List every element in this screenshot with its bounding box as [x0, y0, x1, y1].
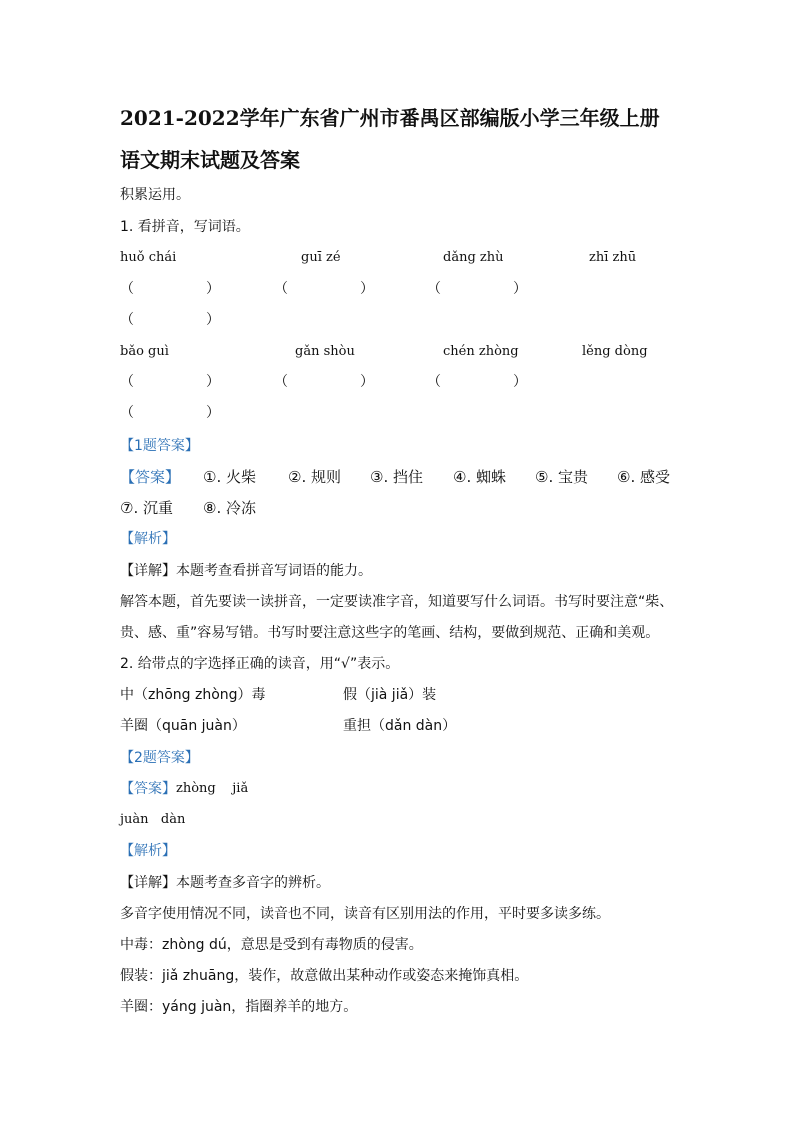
q1-answer-label: 【答案】	[120, 468, 181, 486]
q1-answer-5: ⑤. 宝贵	[535, 468, 588, 486]
q2-analysis-header: 【解析】	[120, 843, 176, 859]
q2-note-3: 羊圈：yáng juàn，指圈养羊的地方。	[120, 999, 358, 1015]
q1-pinyin-3: dǎng zhù	[443, 250, 504, 265]
q1-explanation-line2: 贵、感、重”容易写错。书写时要注意这些字的笔画、结构，要做到规范、正确和美观。	[120, 625, 660, 641]
q1-pinyin-2: guī zé	[301, 250, 341, 265]
q2-answer-line1: zhòng jiǎ	[176, 781, 249, 796]
q1-pinyin-4: zhī zhū	[589, 250, 637, 265]
document-title-line2: 语文期末试题及答案	[120, 148, 300, 172]
q2-answer-line2: juàn dàn	[120, 812, 186, 827]
q2-explanation: 多音字使用情况不同，读音也不同，读音有区别用法的作用，平时要多读多练。	[120, 906, 610, 922]
q2-answer-label: 【答案】	[120, 781, 176, 797]
q1-pinyin-8: lěng dòng	[582, 344, 648, 359]
q1-answer-8: ⑧. 冷冻	[203, 499, 256, 517]
q1-pinyin-5: bǎo guì	[120, 344, 169, 359]
q1-answer-4: ④. 蜘蛛	[453, 468, 506, 486]
q2-answer-header: 【2题答案】	[120, 750, 199, 766]
q1-detail: 【详解】本题考查看拼音写词语的能力。	[120, 563, 372, 579]
document-title-line1: 2021-2022学年广东省广州市番禺区部编版小学三年级上册	[120, 106, 660, 130]
document-page: 2021-2022学年广东省广州市番禺区部编版小学三年级上册 语文期末试题及答案 积累运用。 1. 看拼音，写词语。 huǒ chái guī zé dǎng zhù zhī zhū （ ） （ ） （ ） （ ） bǎo guì gǎn shòu chén zhòng lěng dòng （ ） （ ） （ ） （ ） 【1题答案】 【答案】 ①. 火柴 ②. 规则 ③. 挡住 ④. 蜘蛛 ⑤. 宝贵 ⑥. 感受 ⑦. 沉重 ⑧. 冷冻 【解析】 【详解】本题考查看拼音写词语的能力。 解答本题，首先要读一读拼音，一定要读准字音，知道要写什么词语。书写时要注意“柴、 贵、感、重”容易写错。书写时要注意这些字的笔画、结构，要做到规范、正确和美观。 2. 给带点的字选择正确的读音，用“√”表示。 中（zhōng zhòng）毒 假（jià jiǎ）装 羊圈（quān juàn） 重担（dǎn dàn） 【2题答案】 【答案】 zhòng jiǎ juàn dàn 【解析】 【详解】本题考查多音字的辨析。 多音字使用情况不同，读音也不同，读音有区别用法的作用，平时要多读多练。 中毒：zhòng dú，意思是受到有毒物质的侵害。 假装：jiǎ zhuāng，装作，故意做出某种动作或姿态来掩饰真相。 羊圈：yáng juàn，指圈养羊的地方。	[120, 106, 674, 1015]
q1-pinyin-1: huǒ chái	[120, 250, 177, 265]
q2-item-4: 重担（dǎn dàn）	[343, 718, 457, 734]
q1-answer-7: ⑦. 沉重	[120, 499, 173, 517]
q1-answer-header: 【1题答案】	[120, 438, 199, 454]
q2-item-3: 羊圈（quān juàn）	[120, 718, 246, 734]
section-heading: 积累运用。	[120, 187, 190, 203]
q1-pinyin-7: chén zhòng	[443, 344, 519, 359]
q1-answer-6: ⑥. 感受	[617, 468, 670, 486]
q2-item-1: 中（zhōng zhòng）毒	[120, 687, 266, 703]
q2-detail: 【详解】本题考查多音字的辨析。	[120, 875, 330, 891]
q1-prompt: 1. 看拼音，写词语。	[120, 219, 250, 235]
q2-note-2: 假装：jiǎ zhuāng，装作，故意做出某种动作或姿态来掩饰真相。	[120, 968, 529, 984]
q1-answer-1: ①. 火柴	[203, 468, 256, 486]
q2-item-2: 假（jià jiǎ）装	[343, 687, 437, 703]
q1-explanation-line1: 解答本题，首先要读一读拼音，一定要读准字音，知道要写什么词语。书写时要注意“柴、	[120, 594, 674, 610]
q1-answer-2: ②. 规则	[288, 468, 341, 486]
q1-answer-3: ③. 挡住	[370, 468, 423, 486]
q1-pinyin-6: gǎn shòu	[295, 344, 355, 359]
q2-note-1: 中毒：zhòng dú，意思是受到有毒物质的侵害。	[120, 937, 423, 953]
q1-analysis-header: 【解析】	[120, 531, 176, 547]
q2-prompt: 2. 给带点的字选择正确的读音，用“√”表示。	[120, 656, 400, 672]
